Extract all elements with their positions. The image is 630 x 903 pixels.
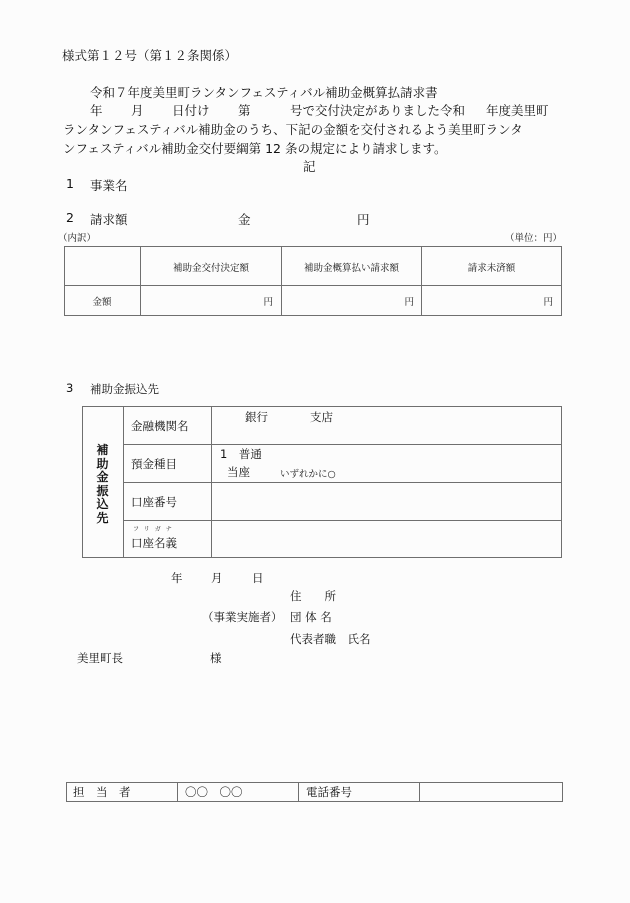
side-char: 補 <box>96 443 109 457</box>
header-advance-request-amount: 補助金概算払い請求額 <box>303 263 399 274</box>
ki-label: 記 <box>303 159 316 174</box>
financial-institution-label: 金融機関名 <box>131 419 189 433</box>
sign-year-label: 年 <box>171 571 183 585</box>
sign-month-label: 月 <box>211 571 223 585</box>
side-char: 金 <box>96 470 109 484</box>
phone-label: 電話番号 <box>306 785 352 799</box>
header-grant-decision-amount: 補助金交付決定額 <box>172 263 249 274</box>
account-holder-label: 口座名義 <box>131 536 177 550</box>
body-date-label: 日付け <box>172 103 210 118</box>
unclaimed-amount-cell[interactable]: 円 <box>543 297 553 308</box>
advance-request-amount-cell[interactable]: 円 <box>404 297 414 308</box>
row-label-amount: 金額 <box>92 297 112 308</box>
unit-label: （単位：円） <box>504 233 562 244</box>
address-label: 住 所 <box>290 589 336 603</box>
body-month-label: 月 <box>131 103 144 118</box>
deposit-type-note: いずれかに○ <box>280 469 336 480</box>
deposit-option-current[interactable]: 当座 <box>227 465 250 479</box>
breakdown-table <box>64 246 562 316</box>
body-line-2: ランタンフェスティバル補助金のうち、下記の金額を交付されるよう美里町ランタ <box>63 122 523 137</box>
section2-label: 請求額 <box>90 212 128 227</box>
section3-number: 3 <box>66 381 74 395</box>
section3-label: 補助金振込先 <box>90 382 159 396</box>
section1-label: 事業名 <box>90 178 128 193</box>
applicant-label: （事業実施者） <box>202 610 283 624</box>
section1-number: 1 <box>66 176 74 191</box>
body-fiscal-year-text: 年度美里町 <box>486 103 549 118</box>
body-year-label: 年 <box>90 103 103 118</box>
honorific-label: 様 <box>210 651 222 665</box>
bank-account-table <box>82 406 562 558</box>
staff-name[interactable]: 〇〇 〇〇 <box>185 785 243 799</box>
side-char: 助 <box>96 456 109 471</box>
deposit-option-ordinary[interactable]: 1 普通 <box>220 447 262 461</box>
grant-decision-amount-cell[interactable]: 円 <box>263 297 273 308</box>
representative-label: 代表者職 氏名 <box>290 632 371 646</box>
side-char: 先 <box>96 510 109 525</box>
transfer-side-label <box>82 444 123 525</box>
body-decision-text: 号で交付決定がありました令和 <box>290 103 466 118</box>
header-unclaimed-amount: 請求未済額 <box>467 263 516 274</box>
account-number-label: 口座番号 <box>131 495 177 509</box>
section2-number: 2 <box>66 210 74 225</box>
staff-label: 担 当 者 <box>73 785 131 799</box>
amount-kin-label: 金 <box>238 212 251 227</box>
account-number-field[interactable] <box>212 483 561 520</box>
bank-suffix[interactable]: 銀行 <box>245 410 268 424</box>
body-line-3: ンフェスティバル補助金交付要綱第 12 条の規定により請求します。 <box>63 141 447 156</box>
deposit-type-label: 預金種目 <box>131 457 177 471</box>
branch-suffix[interactable]: 支店 <box>310 410 333 424</box>
staff-contact-table <box>66 782 563 802</box>
side-char: 振 <box>96 483 109 498</box>
body-number-prefix: 第 <box>238 103 251 118</box>
sign-day-label: 日 <box>252 571 264 585</box>
form-number: 様式第１２号（第１２条関係） <box>62 48 238 63</box>
breakdown-label: （内訳） <box>58 233 97 244</box>
furigana-label: フリガナ <box>133 526 177 533</box>
addressee-label: 美里町長 <box>77 651 123 665</box>
phone-number-field[interactable] <box>424 784 558 800</box>
organization-label: 団 体 名 <box>290 610 332 624</box>
account-holder-field[interactable] <box>212 521 561 557</box>
amount-yen-label: 円 <box>357 212 370 227</box>
side-char: 込 <box>96 497 109 511</box>
document-title: 令和７年度美里町ランタンフェスティバル補助金概算払請求書 <box>90 85 438 100</box>
